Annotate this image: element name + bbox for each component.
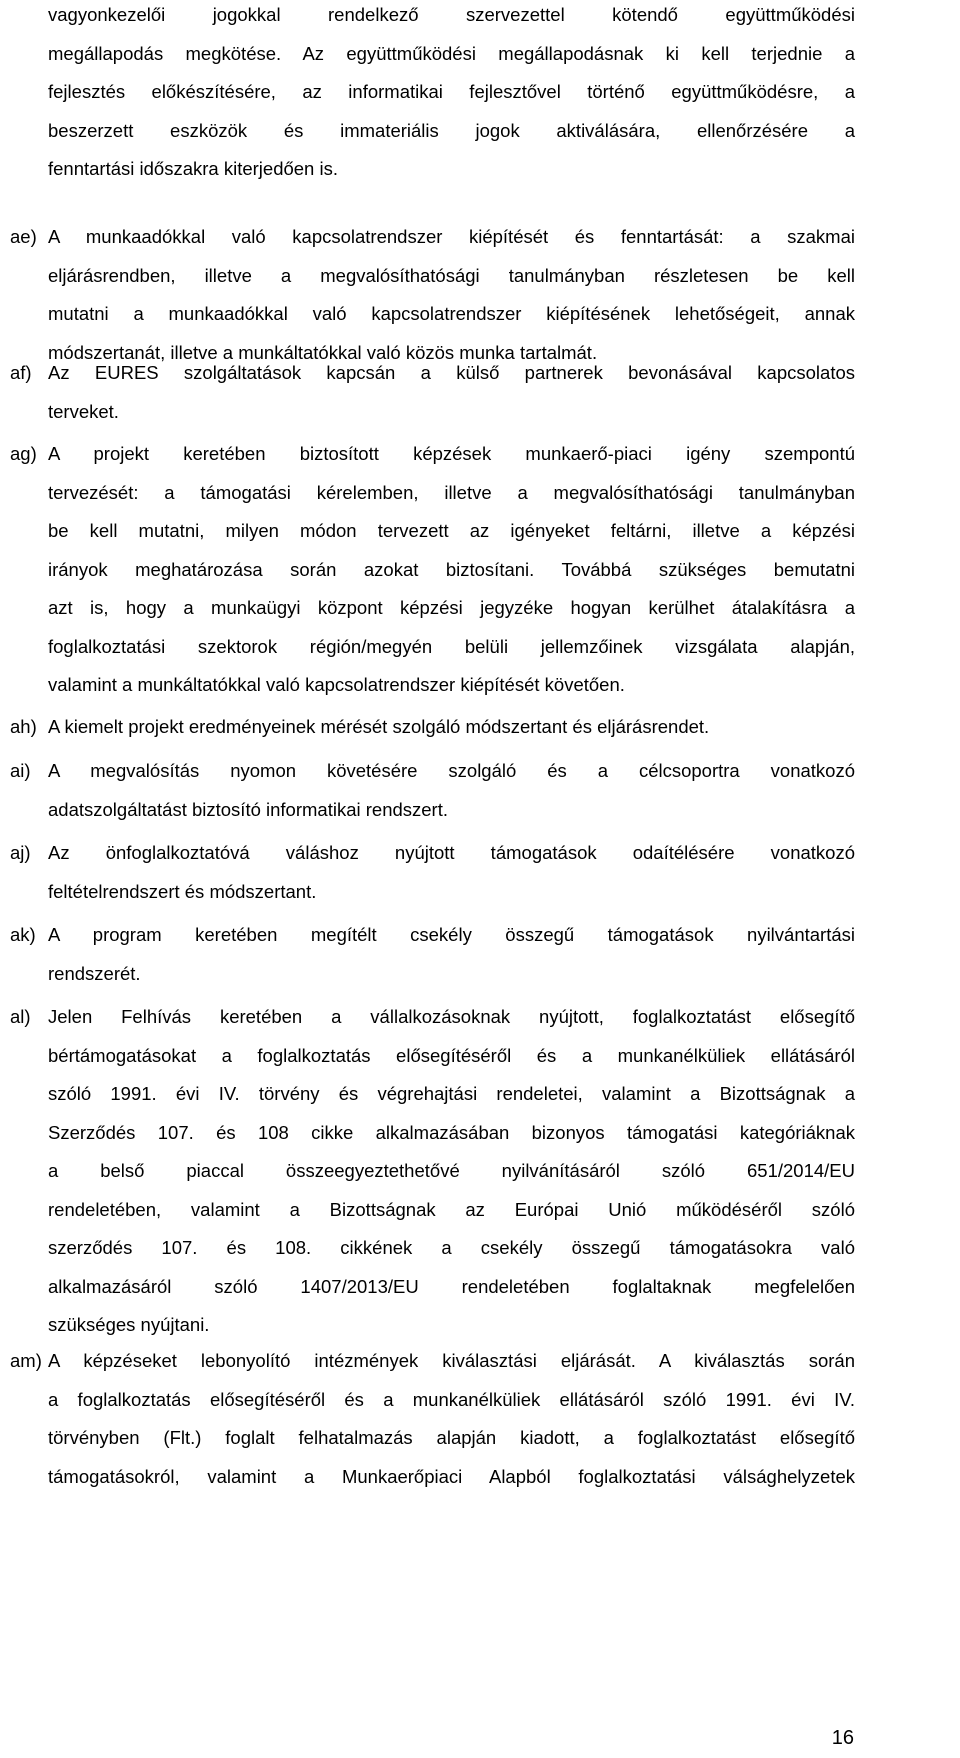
text-line: A munkaadókkal való kapcsolatrendszer kiépítését és fenntartását: a szakmai xyxy=(48,226,855,247)
text-line: vagyonkezelői jogokkal rendelkező szervezettel kötendő együttműködési xyxy=(48,4,855,25)
list-item-label: al) xyxy=(10,1006,31,1027)
text-line: terveket. xyxy=(48,400,119,422)
text-line: támogatásokról, valamint a Munkaerőpiaci Alapból foglalkoztatási válsághelyzetek xyxy=(48,1465,855,1487)
list-item-ae xyxy=(10,218,855,372)
text-line: adatszolgáltatást biztosító informatikai rendszert. xyxy=(48,798,448,820)
list-item-text xyxy=(48,218,855,372)
list-item-af xyxy=(10,354,855,431)
text-line: mutatni a munkaadókkal való kapcsolatrendszer kiépítésének lehetőségeit, annak xyxy=(48,303,855,324)
list-item-label: ak) xyxy=(10,924,36,945)
text-line: azt is, hogy a munkaügyi központ képzési jegyzéke hogyan kerülhet átalakításra a xyxy=(48,597,855,618)
text-line: eljárásrendben, illetve a megvalósíthatósági tanulmányban részletesen be kell xyxy=(48,264,855,286)
text-line: szóló 1991. évi IV. törvény és végrehajtási rendeletei, valamint a Bizottságnak a xyxy=(48,1083,855,1104)
list-item-text xyxy=(48,354,855,431)
list-item-label: ai) xyxy=(10,760,31,781)
text-line: Jelen Felhívás keretében a vállalkozásoknak nyújtott, foglalkoztatást elősegítő xyxy=(48,1006,855,1027)
text-line: tervezését: a támogatási kérelemben, illetve a megvalósíthatósági tanulmányban xyxy=(48,481,855,503)
text-line: a foglalkoztatás elősegítéséről és a munkanélküliek ellátásáról szóló 1991. évi IV. xyxy=(48,1388,855,1410)
list-item-ak xyxy=(10,916,855,993)
text-line: alkalmazásáról szóló 1407/2013/EU rendeletében foglaltaknak megfelelően xyxy=(48,1275,855,1297)
list-item-text xyxy=(48,834,855,911)
list-item-text xyxy=(48,752,855,829)
text-line: a belső piaccal összeegyeztethetővé nyilvánításáról szóló 651/2014/EU xyxy=(48,1160,855,1181)
text-line: A program keretében megítélt csekély összegű támogatások nyilvántartási xyxy=(48,924,855,945)
text-line: fenntartási időszakra kiterjedően is. xyxy=(48,158,338,179)
text-line: törvényben (Flt.) foglalt felhatalmazás alapján kiadott, a foglalkoztatást elősegítő xyxy=(48,1427,855,1448)
list-item-text xyxy=(48,916,855,993)
text-line: megállapodás megkötése. Az együttműködési megállapodásnak ki kell terjednie a xyxy=(48,42,855,64)
text-line: szerződés 107. és 108. cikkének a csekély összegű támogatásokra való xyxy=(48,1237,855,1258)
list-item-label: ae) xyxy=(10,226,37,247)
text-line: Szerződés 107. és 108 cikke alkalmazásában bizonyos támogatási kategóriáknak xyxy=(48,1121,855,1143)
text-line: A kiemelt projekt eredményeinek mérését szolgáló módszertant és eljárásrendet. xyxy=(48,716,710,737)
text-line: A projekt keretében biztosított képzések munkaerő-piaci igény szempontú xyxy=(48,443,855,464)
list-item-label: af) xyxy=(10,362,32,383)
list-item-text xyxy=(48,708,855,747)
list-item-text xyxy=(48,998,855,1345)
list-item-text xyxy=(48,1342,855,1496)
text-line: be kell mutatni, milyen módon tervezett az igényeket feltárni, illetve a képzési xyxy=(48,520,855,541)
text-line: Az EURES szolgáltatások kapcsán a külső partnerek bevonásával kapcsolatos xyxy=(48,362,855,383)
intro-paragraph xyxy=(10,0,855,189)
text-line: módszertanát, illetve a munkáltatókkal való közös munka tartalmát. xyxy=(48,341,598,363)
text-line: bértámogatásokat a foglalkoztatás elősegítéséről és a munkanélküliek ellátásáról xyxy=(48,1044,855,1066)
text-line: irányok meghatározása során azokat biztosítani. Továbbá szükséges bemutatni xyxy=(48,558,855,580)
list-item-aj xyxy=(10,834,855,911)
text-line: feltételrendszert és módszertant. xyxy=(48,880,317,902)
text-line: Az önfoglalkoztatóvá váláshoz nyújtott támogatások odaítélésére vonatkozó xyxy=(48,842,855,863)
text-line: rendszerét. xyxy=(48,962,141,984)
intro-text xyxy=(48,0,855,189)
list-item-ai xyxy=(10,752,855,829)
list-item-label: ag) xyxy=(10,443,37,464)
list-item-label: ah) xyxy=(10,716,37,737)
list-item-ag xyxy=(10,435,855,705)
list-item-label: aj) xyxy=(10,842,31,863)
list-item-label: am) xyxy=(10,1350,42,1371)
text-line: foglalkoztatási szektorok régión/megyén belüli jellemzőinek vizsgálata alapján, xyxy=(48,635,855,657)
text-line: beszerzett eszközök és immateriális jogok aktiválására, ellenőrzésére a xyxy=(48,119,855,141)
text-line: fejlesztés előkészítésére, az informatikai fejlesztővel történő együttműködésre, a xyxy=(48,81,855,102)
list-item-am xyxy=(10,1342,855,1496)
page-number: 16 xyxy=(831,1727,854,1749)
text-line: A képzéseket lebonyolító intézmények kiválasztási eljárását. A kiválasztás során xyxy=(48,1350,855,1371)
list-item-al xyxy=(10,998,855,1345)
list-item-text xyxy=(48,435,855,705)
text-line: szükséges nyújtani. xyxy=(48,1314,210,1335)
text-line: rendeletében, valamint a Bizottságnak az Európai Unió működéséről szóló xyxy=(48,1198,855,1220)
text-line: A megvalósítás nyomon követésére szolgáló és a célcsoportra vonatkozó xyxy=(48,760,855,781)
list-item-ah xyxy=(10,708,855,747)
text-line: valamint a munkáltatókkal való kapcsolatrendszer kiépítését követően. xyxy=(48,674,625,695)
